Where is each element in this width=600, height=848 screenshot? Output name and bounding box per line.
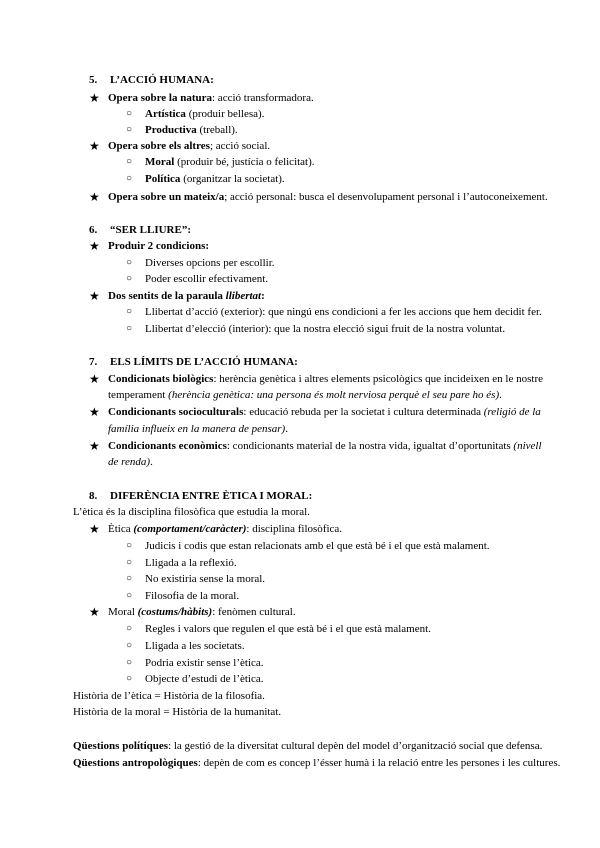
circle-bullet-icon: ○ [126,108,133,119]
star-bullet-icon: ★ [89,239,100,253]
circle-bullet-icon: ○ [126,273,133,284]
circle-bullet-icon: ○ [126,657,133,668]
circle-bullet-icon: ○ [126,323,133,334]
circle-bullet-icon: ○ [126,590,133,601]
circle-bullet-icon: ○ [126,124,133,135]
star-bullet-icon: ★ [89,91,100,105]
section-title: ELS LÍMITS DE L’ACCIÓ HUMANA: [110,356,298,368]
section-title: L’ACCIÓ HUMANA: [110,74,214,86]
section-number: 6. [89,224,98,236]
circle-bullet-icon: ○ [126,623,133,634]
circle-bullet-icon: ○ [126,306,133,317]
section-number: 7. [89,356,98,368]
circle-bullet-icon: ○ [126,257,133,268]
star-bullet-icon: ★ [89,522,100,536]
section-number: 5. [89,74,98,86]
star-bullet-icon: ★ [89,405,100,419]
star-bullet-icon: ★ [89,289,100,303]
star-bullet-icon: ★ [89,139,100,153]
circle-bullet-icon: ○ [126,640,133,651]
circle-bullet-icon: ○ [126,557,133,568]
circle-bullet-icon: ○ [126,173,133,184]
section-title: “SER LLIURE”: [110,224,191,236]
circle-bullet-icon: ○ [126,156,133,167]
circle-bullet-icon: ○ [126,673,133,684]
star-bullet-icon: ★ [89,439,100,453]
star-bullet-icon: ★ [89,605,100,619]
circle-bullet-icon: ○ [126,540,133,551]
section-title: DIFERÈNCIA ENTRE ÈTICA I MORAL: [110,490,313,502]
circle-bullet-icon: ○ [126,573,133,584]
section-number: 8. [89,490,98,502]
star-bullet-icon: ★ [89,372,100,386]
star-bullet-icon: ★ [89,190,100,204]
